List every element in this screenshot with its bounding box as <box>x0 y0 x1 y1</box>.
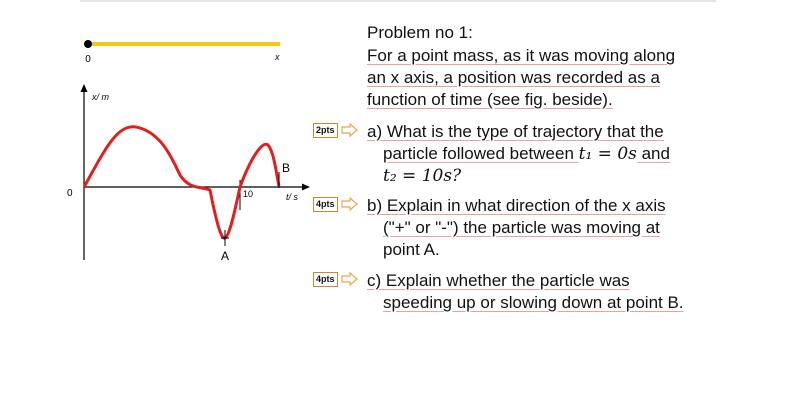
t1-expression: t₁ = 0s <box>578 144 637 164</box>
position-curve <box>84 127 279 238</box>
particle-dot <box>84 40 92 48</box>
question-a-line-2: particle followed between t₁ = 0s and <box>383 144 670 164</box>
graph-origin-label: 0 <box>67 188 73 199</box>
question-a-line-1: a) What is the type of trajectory that the <box>367 122 664 141</box>
arrow-icon <box>341 272 359 286</box>
intro-line-1: For a point mass, as it was moving along <box>367 46 676 65</box>
graph-x-label: t/ s <box>286 192 299 202</box>
y-axis-arrow-icon <box>81 84 88 92</box>
points-badge-a: 2pts <box>313 123 338 138</box>
question-b-line-2: ("+" or "-") the particle was moving at <box>383 218 660 237</box>
x-axis-arrow-icon <box>302 184 310 191</box>
arrow-icon <box>341 197 359 211</box>
question-c-line-1: c) Explain whether the particle was <box>367 271 630 290</box>
intro-line-3: function of time (see fig. beside). <box>367 90 613 109</box>
question-a-line-3 <box>383 165 461 187</box>
arrow-icon <box>341 123 359 137</box>
question-c-line-2: speeding up or slowing down at point B. <box>383 293 684 312</box>
question-b-line-1: b) Explain in what direction of the x axis <box>367 196 666 215</box>
position-time-figure <box>0 0 330 280</box>
point-a-label: A <box>220 249 230 263</box>
graph-y-label: x/ m <box>92 92 109 102</box>
intro-line-2: an x axis, a position was recorded as a <box>367 68 660 87</box>
top-axis-origin-label: 0 <box>85 54 91 65</box>
point-b-label: B <box>282 161 291 175</box>
points-badge-c: 4pts <box>313 272 338 287</box>
top-axis-x-label: x <box>275 52 280 62</box>
question-b-line-3: point A. <box>383 240 440 259</box>
tick-label-10: 10 <box>243 189 254 199</box>
problem-title: Problem no 1: <box>367 23 473 42</box>
points-badge-b: 4pts <box>313 197 338 212</box>
t2-expression: t₂ = 10s? <box>383 166 462 186</box>
